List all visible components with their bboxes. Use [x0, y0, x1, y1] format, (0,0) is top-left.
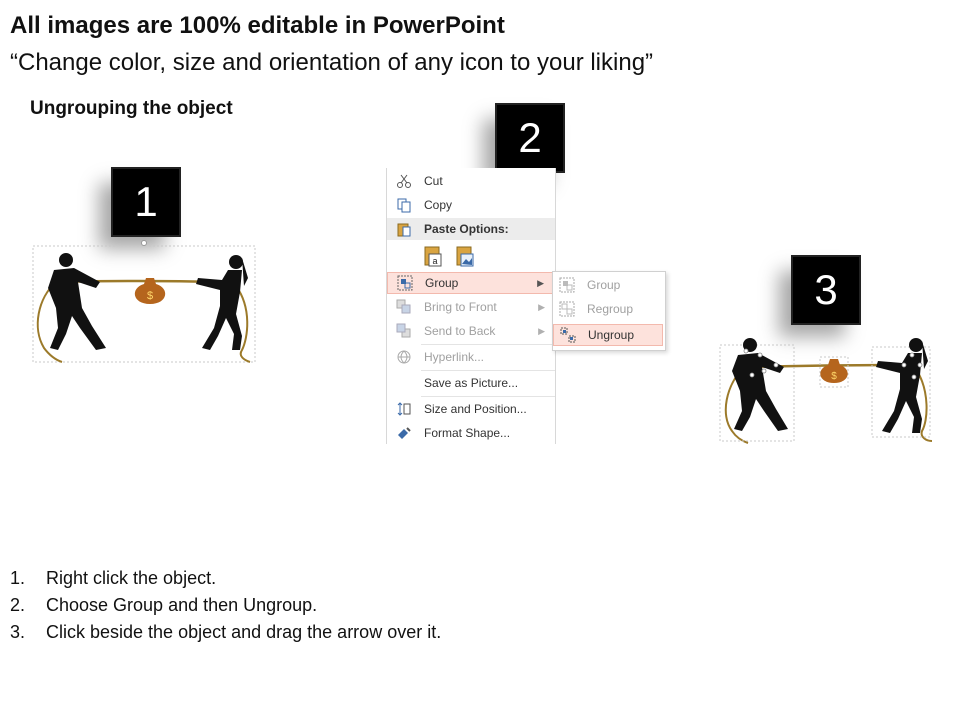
menu-item-label: Size and Position... [424, 402, 527, 416]
step-badge-1: 1 [113, 169, 179, 235]
submenu-item-ungroup[interactable] [553, 324, 663, 346]
menu-item-label: Group [425, 276, 459, 290]
bring-to-front-icon [395, 298, 413, 316]
submenu-arrow-icon: ▶ [537, 277, 544, 288]
menu-item-group[interactable] [387, 272, 555, 294]
step-badge-2: 2 [497, 105, 563, 171]
menu-item-label: Cut [424, 174, 443, 188]
menu-item-label: Send to Back [424, 324, 496, 338]
paste-options-row [387, 242, 555, 270]
paste-icon [395, 220, 413, 238]
businesswoman-silhouette [196, 255, 248, 350]
businessman-silhouette [732, 338, 788, 431]
context-menu [386, 168, 556, 444]
menu-item-label: Copy [424, 198, 453, 212]
menu-item-label: Save as Picture... [424, 376, 519, 390]
rotate-handle[interactable] [142, 241, 147, 246]
regroup-icon [559, 301, 575, 317]
businesswoman-silhouette [876, 338, 928, 433]
menu-item-label: Format Shape... [424, 426, 511, 440]
svg-text:a: a [432, 256, 438, 266]
paste-text-icon[interactable] [423, 244, 443, 268]
step-number: 2. [10, 595, 26, 615]
send-to-back-icon [395, 322, 413, 340]
group-icon [559, 277, 575, 293]
section-title: Ungrouping the object [30, 98, 233, 119]
step-text: Click beside the object and drag the arrow over it. [46, 622, 442, 642]
slide-title: All images are 100% editable in PowerPoint [10, 12, 505, 39]
submenu-item-label: Ungroup [588, 328, 635, 342]
menu-item-hyperlink[interactable] [387, 346, 555, 368]
menu-item-bring-to-front[interactable] [387, 296, 555, 318]
menu-separator [421, 370, 555, 371]
submenu-arrow-icon: ▶ [538, 325, 545, 336]
menu-item-cut[interactable] [387, 170, 555, 192]
submenu-item-label: Group [587, 278, 621, 292]
money-bag-icon [820, 359, 847, 383]
group-submenu [552, 271, 666, 351]
submenu-item-label: Regroup [587, 302, 634, 316]
step-number: 1. [10, 568, 26, 588]
step-item [10, 622, 441, 643]
tug-of-war-grouped-illustration[interactable] [30, 238, 260, 368]
menu-item-label: Bring to Front [424, 300, 497, 314]
menu-separator [421, 396, 555, 397]
tug-of-war-ungrouped-illustration[interactable] [716, 325, 934, 445]
menu-item-label: Hyperlink... [424, 350, 485, 364]
group-icon [396, 274, 414, 292]
menu-separator [421, 344, 555, 345]
size-position-icon [395, 400, 413, 418]
step-badge-3: 3 [793, 257, 859, 323]
paste-picture-icon[interactable] [455, 244, 475, 268]
submenu-item-group[interactable] [553, 274, 663, 296]
hyperlink-icon [395, 348, 413, 366]
menu-item-copy[interactable] [387, 194, 555, 216]
step-number: 3. [10, 622, 26, 642]
menu-item-send-to-back[interactable] [387, 320, 555, 342]
slide-subtitle: “Change color, size and orientation of any icon to your liking” [10, 49, 654, 76]
step-item [10, 568, 441, 589]
menu-item-size-and-position[interactable] [387, 398, 555, 420]
businessman-silhouette [48, 253, 106, 350]
instruction-steps [10, 568, 441, 649]
svg-text:$: $ [146, 290, 154, 302]
menu-item-paste-options [387, 218, 555, 240]
step-text: Right click the object. [46, 568, 217, 588]
step-text: Choose Group and then Ungroup. [46, 595, 318, 615]
copy-icon [395, 196, 413, 214]
menu-item-save-as-picture[interactable] [387, 372, 555, 394]
ungroup-icon [560, 327, 576, 343]
scissors-icon [395, 172, 413, 190]
submenu-arrow-icon: ▶ [538, 301, 545, 312]
svg-text:$: $ [831, 371, 837, 382]
submenu-item-regroup[interactable] [553, 298, 663, 320]
menu-item-label: Paste Options: [424, 222, 509, 236]
step-item [10, 595, 441, 616]
menu-item-format-shape[interactable] [387, 422, 555, 444]
format-shape-icon [395, 424, 413, 442]
